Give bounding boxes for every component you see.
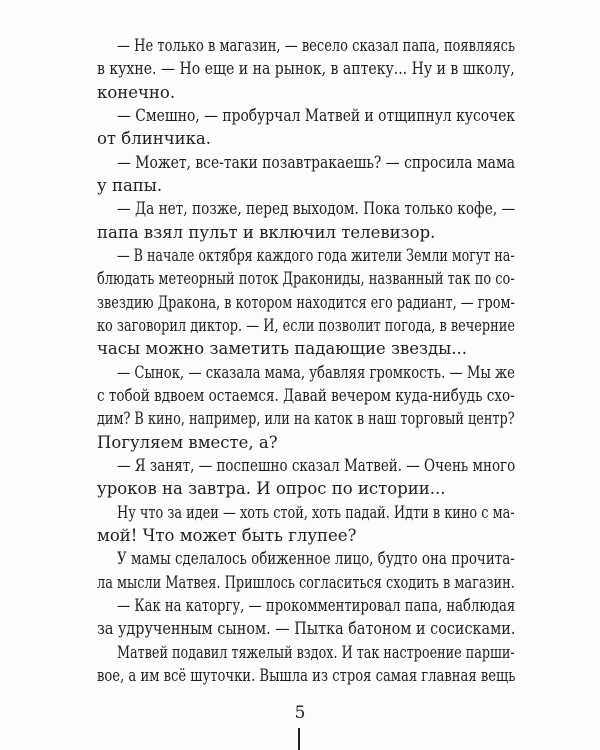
page-number-rule [298,728,300,750]
text-line: мой! Что может быть глупее? [97,526,357,545]
text-line: звездию Дракона, в котором находится его радиант, — гром- [97,293,515,312]
text-line: — В начале октября каждого года жители Земли могут на- [117,246,515,265]
text-line: Погуляем вместе, а? [97,433,278,452]
text-line: ла мысли Матвея. Пришлось согласиться сходить в магазин. [97,573,515,592]
text-line: блюдать метеорный поток Дракониды, названный так по со- [97,269,515,288]
text-line: у папы. [97,176,163,195]
text-line: в кухне. — Но еще и на рынок, в аптеку... Ну и в школу, [97,59,515,78]
text-line: — Смешно, — пробурчал Матвей и отщипнул кусочек [117,106,516,125]
page-number: 5 [294,703,306,723]
text-line: дим? В кино, например, или на каток в наш торговый центр? [97,409,515,428]
text-line: — Не только в магазин, — весело сказал папа, появляясь [117,36,516,55]
text-line: У мамы сделалось обиженное лицо, будто она прочита- [117,549,515,568]
text-line: конечно. [97,83,176,102]
text-line: — Я занят, — поспешно сказал Матвей. — Очень много [117,456,516,475]
text-line: с тобой вдвоем остаемся. Давай вечером куда-нибудь схо- [97,386,515,405]
text-line: — Как на каторгу, — прокомментировал папа, наблюдая [117,596,516,615]
text-line: часы можно заметить падающие звезды... [97,339,468,358]
text-line: Матвей подавил тяжелый вздох. И так настроение парши- [117,643,515,662]
text-line: Ну что за идеи — хоть стой, хоть падай. Идти в кино с ма- [117,503,515,522]
text-line: вое, а им всё шуточки. Вышла из строя самая главная вещь [97,666,516,685]
text-line: за удрученным сыном. — Пытка батоном и сосисками. [97,619,516,638]
text-line: папа взял пульт и включил телевизор. [97,223,436,242]
text-line: — Да нет, позже, перед выходом. Пока только кофе, — [117,199,516,218]
text-line: уроков на завтра. И опрос по истории... [97,479,446,498]
text-line: от блинчика. [97,129,212,148]
text-line: — Может, все-таки позавтракаешь? — спросила мама [117,153,516,172]
text-line: — Сынок, — сказала мама, убавляя громкость. — Мы же [117,363,515,382]
text-line: ко заговорил диктор. — И, если позволит погода, в вечерние [97,316,515,335]
